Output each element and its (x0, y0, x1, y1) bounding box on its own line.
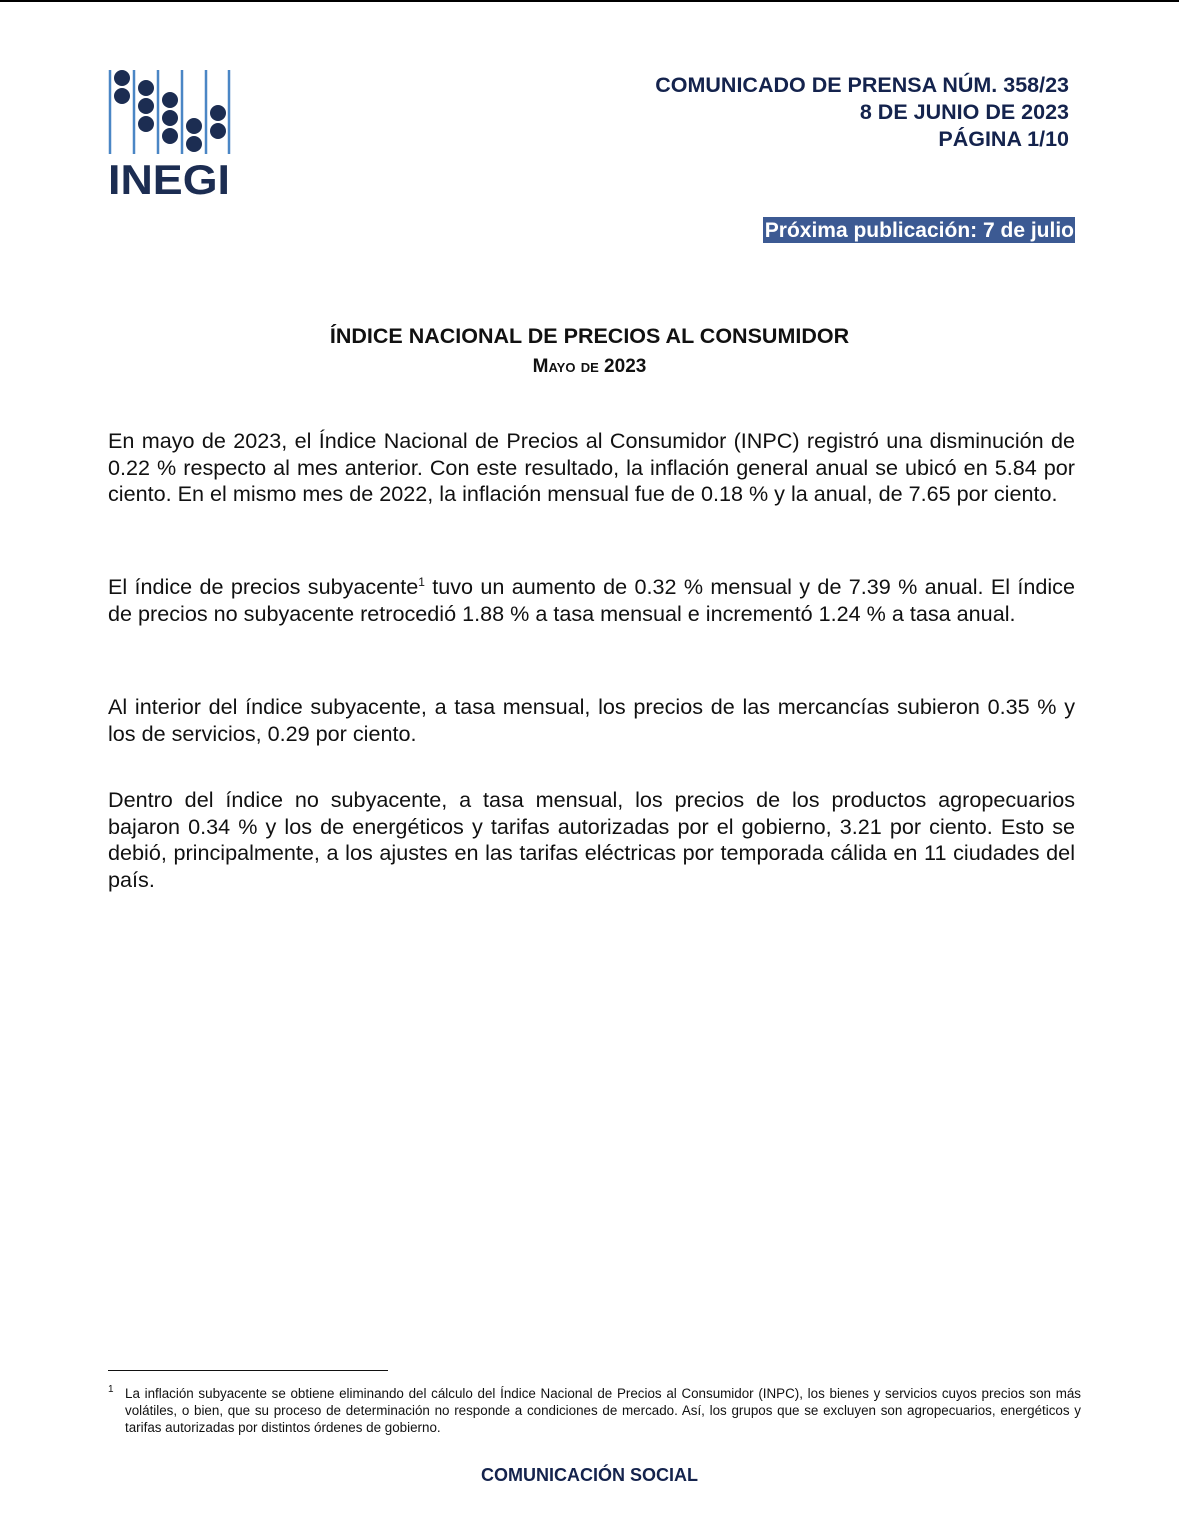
footnote-mark: 1 (108, 1384, 114, 1395)
paragraph-3: Al interior del índice subyacente, a tasa mensual, los precios de las mercancías subieron 0.35 % y los de servicios, 0.29 por ciento. (108, 694, 1075, 746)
inegi-logo (108, 68, 232, 196)
document-title: ÍNDICE NACIONAL DE PRECIOS AL CONSUMIDOR (329, 324, 850, 348)
paragraph-1: En mayo de 2023, el Índice Nacional de Precios al Consumidor (INPC) registró una disminución de 0.22 % respecto al mes anterior. Con este resultado, la inflación general anual se ubicó en 5.84 por ciento. En el mismo mes de 2022, la inflación mensual fue de 0.18 % y la anual, de 7.65 por ciento. (108, 428, 1075, 506)
footer-department: COMUNICACIÓN SOCIAL (481, 1465, 698, 1485)
footnote-text: La inflación subyacente se obtiene eliminando del cálculo del Índice Nacional de Precios al Consumidor (INPC), los bienes y servicios cuyos precios son más volátiles, o bien, que su proceso de determinación no responde a condiciones de mercado. Así, los grupos que se excluyen son agropecuarios, energéticos y tarifas autorizadas por distintos órdenes de gobierno. (125, 1386, 1081, 1435)
footnote (108, 1385, 1081, 1436)
paragraph-2-end: tuvo un aumento de 0.32 % mensual y de 7.39 % anual. El índice de precios no subyacente retrocedió 1.88 % a tasa mensual e incrementó 1.24 % a tasa anual. (108, 574, 1075, 626)
paragraph-4: Dentro del índice no subyacente, a tasa mensual, los precios de los productos agropecuarios bajaron 0.34 % y los de energéticos y tarifas autorizadas por el gobierno, 3.21 por ciento. Esto se debió, principalmente, a los ajustes en las tarifas eléctricas por temporada cálida en 11 ciudades del país. (108, 787, 1075, 892)
inegi-wordmark: INEGI (108, 156, 230, 196)
page-number: PÁGINA 1/10 (938, 127, 1069, 151)
abacus-beads-icon (114, 70, 226, 152)
next-publication-badge: Próxima publicación: 7 de julio (764, 219, 1074, 242)
footnote-reference[interactable]: 1 (418, 574, 425, 589)
footnote-divider (108, 1370, 388, 1371)
paragraph-2-start: El índice de precios subyacente (108, 574, 419, 599)
document-subtitle: Mayo de 2023 (532, 356, 647, 377)
press-release-number: COMUNICADO DE PRENSA NÚM. 358/23 (655, 73, 1069, 97)
press-release-header (655, 72, 1069, 153)
paragraph-2 (108, 574, 1075, 627)
release-date: 8 DE JUNIO DE 2023 (859, 100, 1069, 124)
